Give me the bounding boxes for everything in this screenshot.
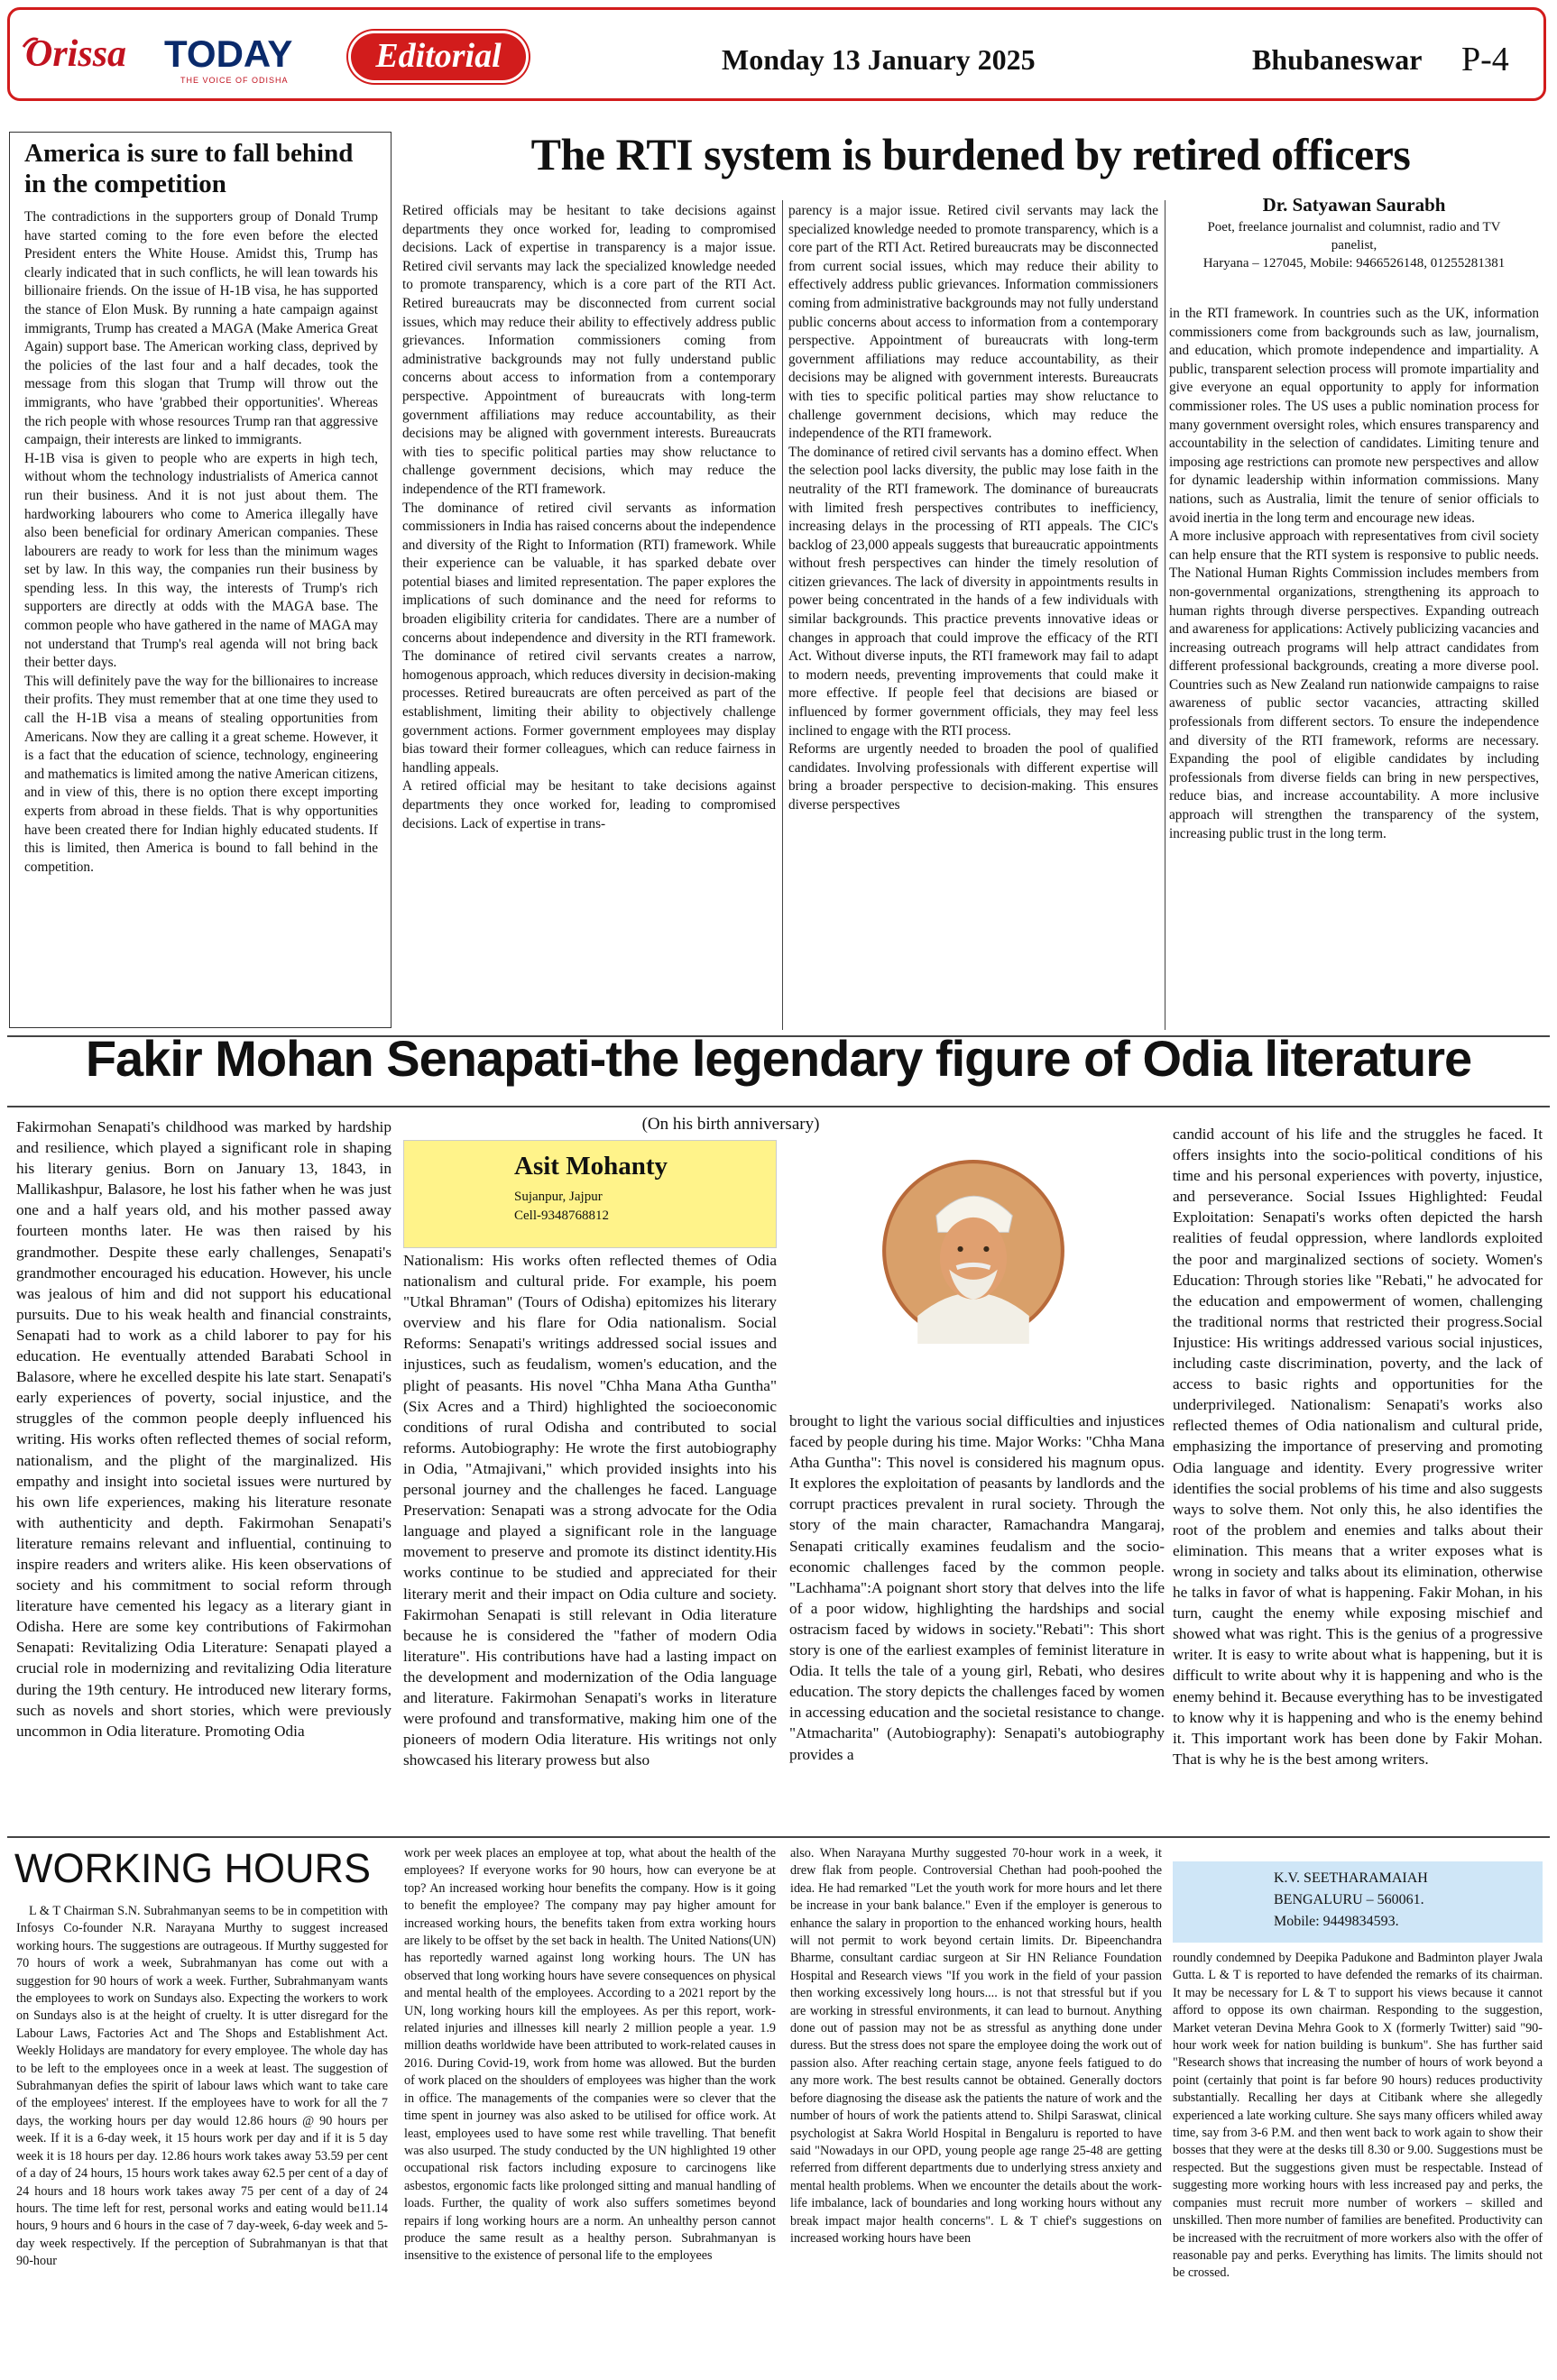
fakir-column-2: Nationalism: His works often reflected themes of Odia nationalism and cultural pride. For example, his poem "Utkal Bhraman" (Tours of Odisha) epitomizes his literary overview and his flare for Odia nationalism. Social Reforms: Senapati's writings addressed social issues and injustices, such as feudalism, women's education, and the plight of peasants. His novel "Chha Mana Atha Guntha" (Six Acres and a Third) highlighted the socioeconomic conditions of rural Odisha and contributed to social reforms. Autobiography: He wrote the first autobiography in Odia, "Atmajivani," which provided insights into his personal journey and the challenges he faced. Language Preservation: Senapati was a strong advocate for the Odia language and played a significant role in the language movement to preserve and promote its distinct identity.His works continue to be studied and appreciated for their literary merit and their impact on Odia culture and society. Fakirmohan Senapati is still relevant in Odia literature because he is considered the "father of modern Odia literature". His contributions have had a lasting impact on the development and modernization of the Odia language and literature. Fakirmohan Senapati's works in literature were profound and transformative, making him one of the pioneers of modern Odia literature. His writings not only showcased his literary prowess but also	[403, 1252, 777, 1769]
page-number: P-4	[1461, 41, 1509, 78]
section-divider	[7, 1836, 1550, 1838]
fakir-column-4: candid account of his life and the struggles he faced. It offers insights into the socio-political conditions of his time and his personal experiences with poverty, injustice, and perseverance. Social Issues Highlighted: Feudal Exploitation: Senapati's works often depicted the harsh realities of feudal oppression, where landlords exploited the poor and marginalized sections of society. Women's Education: Through stories like "Rebati," he advocated for the education and empowerment of women, challenging the traditional norms that restricted their progress.Social Injustice: His writings addressed various social injustices, including caste discrimination, poverty, and the lack of access to basic rights and opportunities for the underprivileged. Nationalism: Senapati's works also reflected themes of Odia nationalism and cultural pride, emphasizing the importance of preserving and promoting Odia language and identity. Every progressive writer identifies the social problems of his time and also suggests ways to solve them. Not only this, he also identifies the root of the problem and enemies and talks about their elimination. This means that a writer exposes what is wrong in society and talks about its elimination, otherwise he talks in favor of what is happening. Fakir Mohan, in his turn, caught the enemy while exposing mischief and showed what was right. This is the genius of a progressive writer. It is easy to write about what is happening, but it is difficult to write about why it is happening and who is the enemy behind it. Because everything has to be investigated to know why it is happening and who is the enemy behind it. This important work has been done by Fakir Mohan. That is why he is the best among writers.	[1173, 1126, 1543, 1768]
rti-author-contact: Haryana – 127045, Mobile: 9466526148, 01255281381	[1202, 256, 1506, 271]
america-article	[9, 132, 392, 1028]
fakir-headline: Fakir Mohan Senapati-the legendary figure of Odia literature	[85, 1030, 1472, 1087]
section-badge: Editorial	[348, 31, 529, 83]
work-column-3: also. When Narayana Murthy suggested 70-hour work in a week, it drew flak from people. Controversial Chethan had pooh-poohed the idea. He had remarked "Let the youth work for more hours and let there be increase in your bank balance." Even if the employer is generous to enhance the salary in proportion to the enhanced working hours, health will not permit to work beyond certain limits. Dr. Bipeenchandra Bharme, consultant cardiac surgeon at Sir HN Reliance Foundation Hospital and Research views "If you work in the field of your passion then working excessively long hours.... is not that stressful but if you are working in stressful environments, it can lead to burnout. Anything done out of passion may not be as stressful as anything done under duress. But the stress does not spare the employee doing the work out of passion also. After reaching certain stage, anyone feels fatigued to do any more work. The best results cannot be obtained. Generally doctors before diagnosing the disease ask the patients the nature of work and the number of hours of work the patients attend to. Shilpi Saraswat, clinical psychologist at Sakra World Hospital in Bengaluru is reported to have said "Nowadays in our OPD, young people age range 25-48 are getting referred from different departments due to underlying stress anxiety and mental health problems. When we encounter the details about the work-life imbalance, lack of boundaries and long working hours without any break impact major health concerns". L & T chief's suggestions on increased working hours have been	[790, 1846, 1162, 2246]
work-author-mobile: Mobile: 9449834593.	[1274, 1914, 1399, 1929]
rti-headline: The RTI system is burdened by retired officers	[530, 129, 1411, 179]
logo-tagline: THE VOICE OF ODISHA	[180, 76, 289, 85]
fakir-column-1: Fakirmohan Senapati's childhood was marked by hardship and resilience, which played a significant role in shaping his literary genius. Born on January 13, 1843, in Mallikashpur, Balasore, he lost his father when he was just one and a half years old, and his mother passed away fourteen months later. He was then raised by his grandmother. Despite these early challenges, Senapati's grandmother encouraged his education. However, his uncle was jealous of him and did not support his educational pursuits. Due to his weak health and financial constraints, Senapati had to work as a child laborer to pay for his education. He eventually attended Barabati School in Balasore, where he excelled despite his late start. Senapati's early experiences of poverty, social injustice, and the struggles of the common people deeply influenced his writing. His works often reflected themes of social reform, nationalism, and the plight of the marginalized. His empathy and insight into societal issues were nurtured by his own life experiences, making his literature resonate with authenticity and depth. Fakirmohan Senapati's literature remains relevant and influential, continuing to inspire readers and writers alike. His keen observations of society and his commitment to social reform through literature have cemented his legacy as a literary giant in Odisha. Here are some key contributions of Fakirmohan Senapati: Revitalizing Odia Literature: Senapati played a crucial role in modernizing and revitalizing Odia literature during the 19th century. He introduced new literary forms, such as novels and short stories, which were previously uncommon in Odia literature. Promoting Odia	[16, 1118, 392, 1740]
fakir-occasion: (On his birth anniversary)	[641, 1115, 820, 1134]
america-body: The contradictions in the supporters group of Donald Trump have started coming to the fore even before the elected President enters the White House. Amidst this, Trump has clearly indicated that in such conflicts, he will lean towards his billionaire friends. On the issue of H-1B visa, he has supported the stance of Elon Musk. By running a hate campaign against immigrants, Trump has created a MAGA (Make America Great Again) support base. The American working class, deprived by the policies of the last four and a half decades, took the message from this slogan that Trump will throw out the immigrants, who have 'grabbed their opportunities'. Whereas the rich people with whose resources Trump ran that aggressive campaign, their interests are linked to immigrants. H-1B visa is given to people who are experts in high tech, without whom the technology industrialists of America cannot run their business. And it is not just about them. The hardworking labourers who come to America illegally have also been beneficial for ordinary American companies. These labourers are ready to work for less than the minimum wages set by law. In this way, the companies run their business by spending less. In this way, the interests of Trump's rich supporters are directly at odds with the MAGA base. The common people who have gathered in the name of MAGA may not understand that Trump's real agenda will not bring back their better days. This will definitely pave the way for the billionaires to increase their profits. They must remember that at one time they used to call the H-1B visa a means of stealing opportunities from Americans. Now they are calling it a great scheme. However, it is a fact that the education of science, technology, engineering and mathematics is limited among the native American citizens, and in view of this, there is no option there except importing experts from abroad in these fields. That is why opportunities have been created there for Indian highly educated students. If this is limited, then America is bound to fall behind in the competition.	[24, 209, 378, 875]
work-byline-box	[1173, 1861, 1543, 1943]
fakir-author-name: Asit Mohanty	[514, 1152, 668, 1181]
fakir-author-place: Sujanpur, Jajpur	[514, 1190, 603, 1204]
column-rule	[782, 200, 783, 1030]
fakir-author-cell: Cell-9348768812	[514, 1208, 609, 1223]
logo-today: TODAY	[164, 32, 293, 75]
fakir-column-3: brought to light the various social difficulties and injustices faced by people during his time. Major Works: "Chha Mana Atha Guntha": This novel is considered his magnum opus. It explores the exploitation of peasants by landlords and the corrupt practices prevalent in rural society. Through the story of the main character, Ramachandra Mangaraj, Senapati critically examines feudalism and the socio-economic challenges faced by the common people. "Lachhama":A poignant short story that delves into the life of a poor widow, highlighting the hardships and social ostracism faced by widows in society."Rebati": This short story is one of the earliest examples of feminist literature in Odia. It tells the tale of a young girl, Rebati, who desires education. The story depicts the challenges faced by women in accessing education and the societal resistance to change. "Atmacharita" (Autobiography): Senapati's autobiography provides a	[789, 1412, 1165, 1763]
work-column-2: work per week places an employee at top, what about the health of the employees? If everyone works for 90 hours, how can everyone be at top? An increased working hour benefits the company. How is it going to benefit the employee? The company may pay higher amount for increased working hours, the benefits taken from extra working hours are likely to be offset by the set back in health. The United Nations(UN) has reportedly warned against long working hours. The UN has observed that long working hours have severe consequences on physical and mental health of the employees. According to a 2021 report by the UN, long working hours kill the employees. As per this report, work-related injuries and illnesses kill nearly 2 million people a year. 1.9 million deaths worldwide have been attributed to work-related causes in 2016. During Covid-19, work from home was allowed. But the burden of work placed on the shoulders of employees was higher than the work in office. The managements of the companies were so clever that the time spent in journey was also asked to be utilised for office work. At least, employees used to have some rest while travelling. That benefit was also usurped. The study conducted by the UN highlighted 19 other occupational risk factors including exposure to carcinogens like asbestos, ergonomic facts like prolonged sitting and manual handling of loads. Further, the quality of work also suffers sometimes beyond repairs if long working hours are a norm. An unhealthy person cannot produce the same result as a healthy person. Subrahmanyan is insensitive to the existence of personal life to the employees	[404, 1846, 776, 2264]
work-headline: WORKING HOURS	[14, 1845, 372, 1891]
fakir-portrait	[880, 1158, 1066, 1344]
rti-column-3: in the RTI framework. In countries such as the UK, information commissioners come from backgrounds such as law, journalism, and education, which promote independence and impartiality. A public, transparent selection process will promote impartiality and give everyone an equal opportunity to apply for information commissioner roles. The US uses a public nomination process for many government oversight roles, which ensures transparency and accountability in the selection of candidates. Limiting tenure and imposing age restrictions can promote new perspectives and allow for dynamic leadership within information commissions. Many nations, such as Australia, limit the tenure of senior officials to avoid inertia in the long term and encourage new ideas. A more inclusive approach with representatives from civil society can help ensure that the RTI system is responsive to public needs. The National Human Rights Commission includes members from non-governmental organizations, strengthening its approach to human rights through diverse perspectives. Expanding outreach and awareness for applications: Actively publicizing vacancies and increasing outreach programs will help attract candidates from different professional backgrounds, creating a more diverse pool. Countries such as New Zealand run nationwide campaigns to raise awareness of public sector vacancies, attracting skilled professionals from different sectors. To ensure the independence and diversity of the RTI framework, reforms are necessary. Expanding the pool of eligible candidates by including professionals from diverse fields can bring in new perspectives, reduce bias, and increase accountability. A more inclusive approach will strengthen the transparency of the system, increasing public trust in the long term.	[1169, 306, 1539, 841]
work-author-name: K.V. SEETHARAMAIAH	[1274, 1870, 1428, 1886]
rti-author-name: Dr. Satyawan Saurabh	[1262, 194, 1446, 216]
issue-date: Monday 13 January 2025	[722, 43, 1036, 76]
rti-column-2: parency is a major issue. Retired civil servants may lack the specialized knowledge needed to promote transparency, which is a core part of the RTI Act. Retired bureaucrats may be disconnected from current social issues, which may reduce their ability to effectively address public grievances. Information commissioners coming from administrative backgrounds may not fully understand public concerns about access to information from a contemporary perspective. Appointment of bureaucrats with long-term government affiliations may reduce accountability, as their decisions may be aligned with government interests. Bureaucrats with ties to specific political parties may show reluctance to challenge government decisions, which may reduce the independence of the RTI framework. The dominance of retired civil servants has a domino effect. When the selection pool lacks diversity, the public may lose faith in the neutrality of the RTI framework. The dominance of bureaucrats with limited fresh perspectives contributes to inefficiency, increasing delays in the processing of RTI appeals. The CIC's backlog of 23,000 appeals suggests that bureaucratic appointments without fresh perspectives can hinder the timely resolution of citizen grievances. The lack of diversity in appointments results in power being concentrated in the hands of a few individuals with similar backgrounds. This practice prevents innovative ideas or changes in approach that could improve the efficacy of the RTI Act. Without diverse inputs, the RTI framework may fail to adapt to modern needs, preventing improvements that could make it more effective. If people feel that decisions are biased or influenced by former government officials, they may feel less inclined to engage with the RTI process. Reforms are urgently needed to broaden the pool of qualified candidates. Involving professionals with different expertise will bring a broader perspective to decision-making. This ensures diverse perspectives	[788, 203, 1158, 813]
issue-city: Bhubaneswar	[1252, 43, 1423, 76]
rti-byline	[1169, 193, 1539, 272]
work-column-1: L & T Chairman S.N. Subrahmanyan seems to be in competition with Infosys Co-founder N.R. Narayana Murthy to suggest increased working hours. The suggestions are outrageous. If Murthy suggested for 70 hours of work a week, Subrahmanyan has come out with a suggestion for 90 hours of work a week. Further, Subrahmanyam wants the employees to work on Sundays also. Expecting the workers to work on Sundays also is at the height of cruelty. It is utter disregard for the Labour Laws, Factories Act and The Shops and Establishment Act. Weekly Holidays are mandatory for every employee. The whole day has to be left to the employees once in a week at least. The suggestion of Subrahmanyan defies the spirit of labour laws which want to take care of the employees' interest. If the employees have to work for all the 7 days, the working hours per day would 12.86 hours @ 90 hours per week. If it is a 6-day week, it 15 hours work per day and if it is 5 day week it is 18 hours per day. 12.86 hours work takes away 53.59 per cent of a day of 24 hours, 15 hours work takes away 62.5 per cent of a day of 24 hours and 18 hours work takes away 75 per cent of a day of 24 hours. The time left for rest, personal works and eating would be11.14 hours, 9 hours and 6 hours in the case of 7 day-week, 6-day week and 5-day week respectively. If the perception of Subrahmanyan is that that 90-hour	[16, 1904, 388, 2269]
fakir-byline-box	[403, 1140, 777, 1248]
america-title: America is sure to fall behind in the competition	[24, 139, 354, 198]
section-divider	[7, 1106, 1550, 1107]
rti-author-desc: Poet, freelance journalist and columnist, radio and TV panelist,	[1207, 220, 1501, 253]
rti-column-1: Retired officials may be hesitant to take decisions against departments they once worked for, leading to compromised decisions. Lack of expertise in transparency is a major issue. Retired civil servants may lack the specialized knowledge needed to promote transparency, which is a core part of the RTI Act. Retired bureaucrats may be disconnected from current social issues, which may reduce their ability to effectively address public grievances. Information commissioners coming from administrative backgrounds may not fully understand public concerns about access to information from a contemporary perspective. Appointment of bureaucrats with long-term government affiliations may reduce accountability, as their decisions may be aligned with government interests. Bureaucrats with ties to specific political parties may show reluctance to challenge government decisions, which may reduce the independence of the RTI framework. The dominance of retired civil servants as information commissioners in India has raised concerns about the independence and diversity of the Right to Information (RTI) framework. While their experience can be valuable, it has sparked debate over potential biases and limited representation. The paper explores the implications of such dominance and the need for reforms to broaden eligibility criteria for candidates. There are a number of concerns about independence and diversity in the RTI framework. The dominance of retired civil servants creates a narrow, homogenous approach, which reduces diversity in decision-making processes. Retired bureaucrats are often perceived as part of the establishment, limiting their ability to objectively challenge government actions. Former government employees may display bias toward their former colleagues, which can reduce fairness in handling appeals. A retired official may be hesitant to take decisions against departments they once worked for, leading to compromised decisions. Lack of expertise in trans-	[402, 203, 776, 832]
work-author-place: BENGALURU – 560061.	[1274, 1892, 1424, 1907]
work-column-4: roundly condemned by Deepika Padukone and Badminton player Jwala Gutta. L & T is reported to have defended the remarks of its chairman. It may be necessary for L & T to support his views because it cannot afford to oppose its own chairman. Responding to the suggestion, Market veteran Devina Mehra Gook to X (formerly Twitter) said "90-hour work week for nation building is bunkum". She has further said "Research shows that increasing the number of hours of work beyond a point (certainly that point is far before 90 hours) reduces productivity substantially. Recalling her days at Citibank where she allegedly experienced a late working culture. She says many officers whiled away time, say from 3-6 P.M. and then went back to work again to show their bosses that they were at the desks till 8.30 or 9.00. Suggestions must be respected. But the suggestions given must be respectable. Instead of suggesting more working hours with less increased pay and perks, the companies must recruit more number of workers – skilled and unskilled. Then more number of families are benefited. Productivity can be increased with the recruitment of more workers also with the offer of reasonable pay and perks. Everything has limits. The limits should not be crossed.	[1173, 1951, 1543, 2281]
logo-orissa: Orissa	[25, 33, 127, 75]
